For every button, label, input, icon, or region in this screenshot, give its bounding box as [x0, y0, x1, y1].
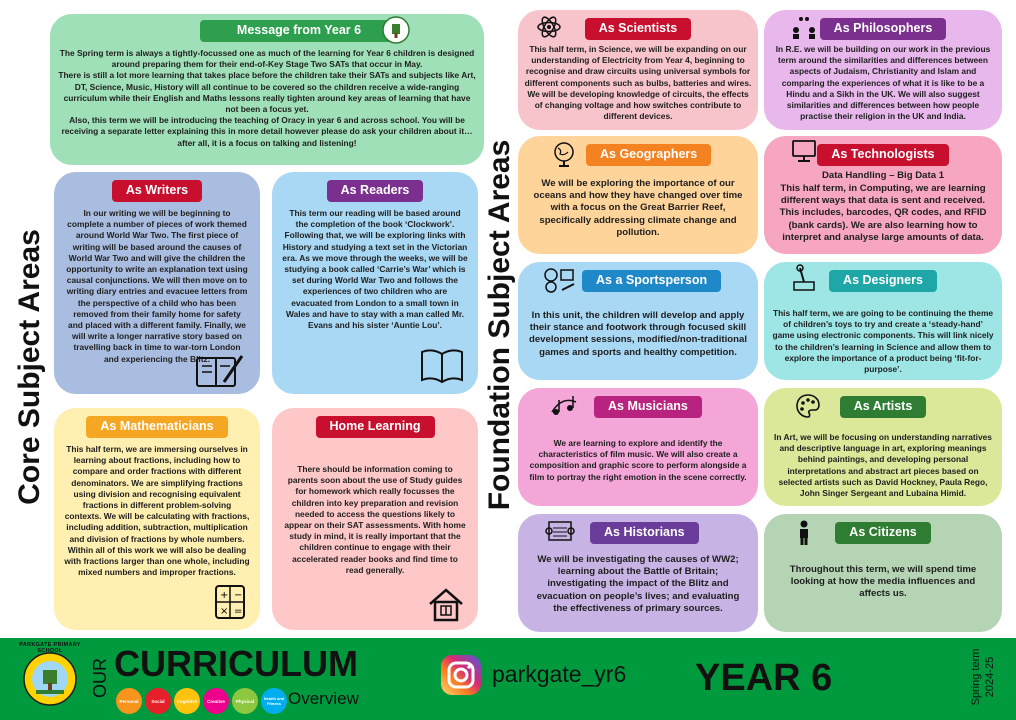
- school-badge-text: PARKGATE PRIMARY SCHOOL: [19, 642, 81, 654]
- notebook-pen-icon: [194, 352, 246, 390]
- mathematicians-card: [54, 408, 260, 630]
- message-paragraph: There is still a lot more learning that takes place before the children take their SATs and subjects like Art, DT, Science, Music, History will all continue to be covered so the children receive a wide-ranging curriculum while their English and Maths lessons really tighten around key areas of learning that have not been a focus yet.: [58, 70, 476, 115]
- sportsperson-card: [518, 262, 758, 380]
- calculator-icon: [214, 584, 246, 620]
- message-paragraph: Also, this term we will be introducing the teaching of Oracy in year 6 and across school. You will be receiving a separate letter explaining this in more detail however please do ask your children about it… after all, it is a focus on talking and listening!: [61, 115, 473, 148]
- pillar-dots: [116, 688, 288, 714]
- technologists-title: As Technologists: [817, 144, 948, 166]
- artists-body: In Art, we will be focusing on understanding narratives and descriptive language in art, exploring meanings behind paintings, and developing personal interpretations and abstract art pieces based on selected artists such as David Hockney, Paula Rego, John Singer Sergeant and Lubaina Himid.: [774, 432, 992, 499]
- svg-text:=: =: [234, 606, 243, 617]
- pillar-dot: Cognitive: [174, 688, 200, 714]
- geographers-card: [518, 136, 758, 254]
- scientists-body: This half term, in Science, we will be expanding on our understanding of Electricity from Year 4, beginning to recognise and draw circuits using universal symbols for different components such as bulbs, batteries and wires. We will be developing knowledge of circuits, the effects of changing voltage and how switches contribute to different devices.: [524, 44, 752, 122]
- palette-icon: [794, 392, 822, 420]
- technologists-card: [764, 136, 1002, 254]
- svg-text:+: +: [220, 590, 229, 601]
- term-years: 2024-25: [984, 656, 996, 698]
- mathematicians-title: As Mathematicians: [86, 416, 227, 438]
- writers-card: [54, 172, 260, 394]
- computer-icon: [790, 138, 818, 164]
- philosophers-card: [764, 10, 1002, 130]
- citizens-title: As Citizens: [835, 522, 930, 544]
- pillar-dot: Health and Fitness: [261, 688, 287, 714]
- technologists-subtitle: Data Handling – Big Data 1: [821, 170, 945, 181]
- foundation-subject-areas-label: Foundation Subject Areas: [483, 139, 516, 511]
- globe-icon: [550, 140, 578, 168]
- term-text: Spring term: [970, 648, 982, 706]
- pillar-dot: Creative: [203, 688, 229, 714]
- people-discussion-icon: [790, 14, 818, 40]
- message-body: [58, 48, 476, 149]
- geographers-body: We will be exploring the importance of our oceans and how they have changed over time with a focus on the Great Barrier Reef, specifically addressing climate change and pollution.: [533, 178, 743, 238]
- citizens-body: Throughout this term, we will spend time looking at how the media influences and affects us.: [789, 564, 977, 600]
- historians-body: We will be investigating the causes of WW2; learning about the Battle of Britain; investigating the impact of the Blitz and evacuation on people’s lives; and evaluating the effectiveness of primary sources.: [536, 554, 740, 614]
- tools-icon: [790, 264, 818, 292]
- designers-card: [764, 262, 1002, 380]
- person-icon: [796, 520, 812, 546]
- instagram-icon[interactable]: [440, 654, 482, 696]
- philosophers-body: In R.E. we will be building on our work in the previous term around the similarities and differences between aspects of Judaism, Christianity and Islam and comparing the experiences of what it is like to be a Hindu and a Sikh in the UK. We will also suggest similarities and differences between how people practise their religion in the UK and India.: [775, 44, 991, 122]
- musicians-body: We are learning to explore and identify the characteristics of film music. We will also create a composition and graphic score to perform alongside a film to portray the right emotion in the scene correctly.: [529, 438, 747, 482]
- open-book-icon: [418, 342, 466, 386]
- readers-title: As Readers: [327, 180, 424, 202]
- school-badge-icon: [22, 650, 78, 708]
- sportsperson-title: As a Sportsperson: [582, 270, 721, 292]
- house-icon: [426, 584, 466, 624]
- home-learning-body: There should be information coming to parents soon about the use of Study guides for homework which really focusses the children into key preparation and revision needed to access the questions likely to appear on their SAT assessments. With home study in mind, it is really important that the children continue to engage with their accelerated reader books and find time to read generally.: [284, 464, 466, 575]
- writers-body: In our writing we will be beginning to complete a number of pieces of work themed around World War Two. The first piece of writing will be based around the causes of World War Two and will give the children the opportunity to write an explanation text using causal conjunctions. We will then move on to writing diary entries and evacuee letters from the perspective of a child who has been removed from their family home for safety and placed with a different family. Finally, we will write a longer narrative story based on travelling back in time to war-torn London and experiencing the Blitz.: [66, 208, 248, 364]
- historians-card: [518, 514, 758, 632]
- designers-body: This half term, we are going to be continuing the theme of children’s toys to try and create a ‘steady-hand’ game using electronic components. This will link nicely to the children’s learning in Science and allow them to explore the importance of a product being ‘fit-for-purpose’.: [772, 308, 994, 375]
- year-title: YEAR 6: [695, 657, 833, 699]
- readers-body: This term our reading will be based around the completion of the book ‘Clockwork’. Following that, we will be exploring links with History and studying a text set in the Victorian era. As we move through the weeks, we will be studying a book called ‘Carrie’s War’ which is set during World War Two and follows the experiences of two children who are evacuated from London to a small town in Wales and have to stay with a man called Mr. Evans and his sister ‘Auntie Lou’.: [282, 208, 468, 331]
- home-learning-card: [272, 408, 478, 630]
- musicians-title: As Musicians: [594, 396, 702, 418]
- curriculum-text: CURRICULUM: [114, 643, 358, 684]
- school-logo-icon: [382, 16, 410, 44]
- message-title: Message from Year 6: [236, 23, 362, 37]
- historians-title: As Historians: [590, 522, 699, 544]
- pillar-dot: Personal: [116, 688, 142, 714]
- svg-text:−: −: [234, 590, 243, 601]
- atom-icon: [536, 14, 562, 40]
- home-learning-title: Home Learning: [316, 416, 435, 438]
- readers-card: [272, 172, 478, 394]
- musicians-card: [518, 388, 758, 506]
- sports-equipment-icon: [542, 266, 578, 294]
- footer-bar: [0, 638, 1016, 720]
- scientists-card: [518, 10, 758, 130]
- geographers-title: As Geographers: [586, 144, 711, 166]
- philosophers-title: As Philosophers: [820, 18, 947, 40]
- artists-card: [764, 388, 1002, 506]
- scroll-icon: [544, 518, 576, 544]
- scientists-title: As Scientists: [585, 18, 692, 40]
- svg-text:×: ×: [220, 606, 229, 617]
- pillar-dot: Physical: [232, 688, 258, 714]
- core-subject-areas-label: Core Subject Areas: [13, 229, 46, 505]
- message-paragraph: The Spring term is always a tightly-focussed one as much of the learning for Year 6 children is designed around preparing them for their end-of-Key Stage Two SATs that occur in May.: [59, 48, 475, 70]
- sportsperson-body: In this unit, the children will develop and apply their stance and footwork through focused skill development sessions, modified/non-traditional games and sports and healthy competition.: [528, 310, 748, 358]
- citizens-card: [764, 514, 1002, 632]
- pillar-dot: Social: [145, 688, 171, 714]
- music-notes-icon: [548, 392, 580, 420]
- designers-title: As Designers: [829, 270, 937, 292]
- writers-title: As Writers: [112, 180, 202, 202]
- message-card: [50, 14, 484, 165]
- instagram-handle[interactable]: parkgate_yr6: [492, 661, 627, 687]
- mathematicians-body: This half term, we are immersing ourselves in learning about fractions, including how to compare and order fractions with different denominators. We are simplifying fractions using division and recognising equivalent fractions in different problem-solving contexts. We will be calculating with fractions, including addition, subtraction, multiplication and division of fractions by whole numbers. Within all of this work we will also be dealing with fractions larger than one whole, including mixed numbers and improper fractions.: [64, 444, 250, 578]
- artists-title: As Artists: [840, 396, 927, 418]
- our-text: OUR: [90, 658, 110, 698]
- technologists-body: This half term, in Computing, we are learning different ways that data is sent and received. This includes, barcodes, QR codes, and RFID (bank cards). We are also learning how to interpret and analyse large amounts of data.: [779, 183, 987, 243]
- overview-text: Overview: [288, 689, 359, 708]
